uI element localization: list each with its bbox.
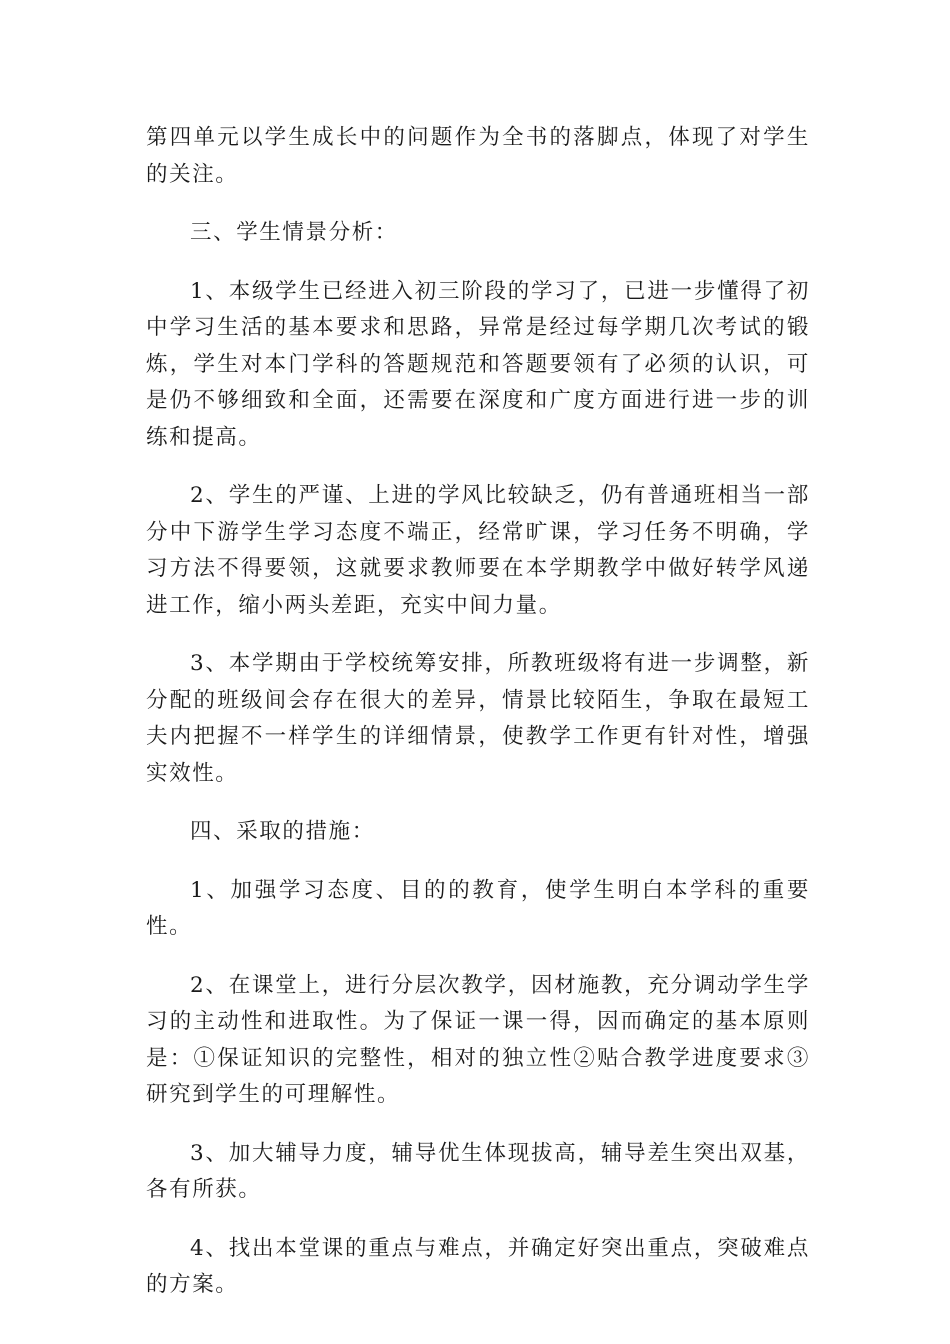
section-heading-student-situation: 三、学生情景分析： xyxy=(190,220,398,245)
paragraph-measure-4: 4、找出本堂课的重点与难点，并确定好突出重点，突破难点的方案。 xyxy=(146,1235,810,1297)
paragraph-continuation: 第四单元以学生成长中的问题作为全书的落脚点，体现了对学生的关注。 xyxy=(146,125,810,187)
paragraph-situation-2: 2、学生的严谨、上进的学风比较缺乏，仍有普通班相当一部分中下游学生学习态度不端正，经常旷课，学习任务不明确，学习方法不得要领，这就要求教师要在本学期教学中做好转学风递进工作，缩小两头差距，充实中间力量。 xyxy=(146,483,810,618)
paragraph-situation-1: 1、本级学生已经进入初三阶段的学习了，已进一步懂得了初中学习生活的基本要求和思路，异常是经过每学期几次考试的锻炼，学生对本门学科的答题规范和答题要领有了必须的认识，可是仍不够细致和全面，还需要在深度和广度方面进行进一步的训练和提高。 xyxy=(146,278,810,450)
section-heading-measures: 四、采取的措施： xyxy=(190,819,375,844)
paragraph-measure-2: 2、在课堂上，进行分层次教学，因材施教，充分调动学生学习的主动性和进取性。为了保证一课一得，因而确定的基本原则是：①保证知识的完整性，相对的独立性②贴合教学进度要求③研究到学生的可理解性。 xyxy=(146,972,810,1107)
paragraph-measure-3: 3、加大辅导力度，辅导优生体现拔高，辅导差生突出双基，各有所获。 xyxy=(146,1140,810,1202)
document-page xyxy=(146,120,810,1326)
paragraph-situation-3: 3、本学期由于学校统筹安排，所教班级将有进一步调整，新分配的班级间会存在很大的差异，情景比较陌生，争取在最短工夫内把握不一样学生的详细情景，使教学工作更有针对性，增强实效性。 xyxy=(146,651,810,786)
paragraph-measure-1: 1、加强学习态度、目的的教育，使学生明白本学科的重要性。 xyxy=(146,877,810,939)
